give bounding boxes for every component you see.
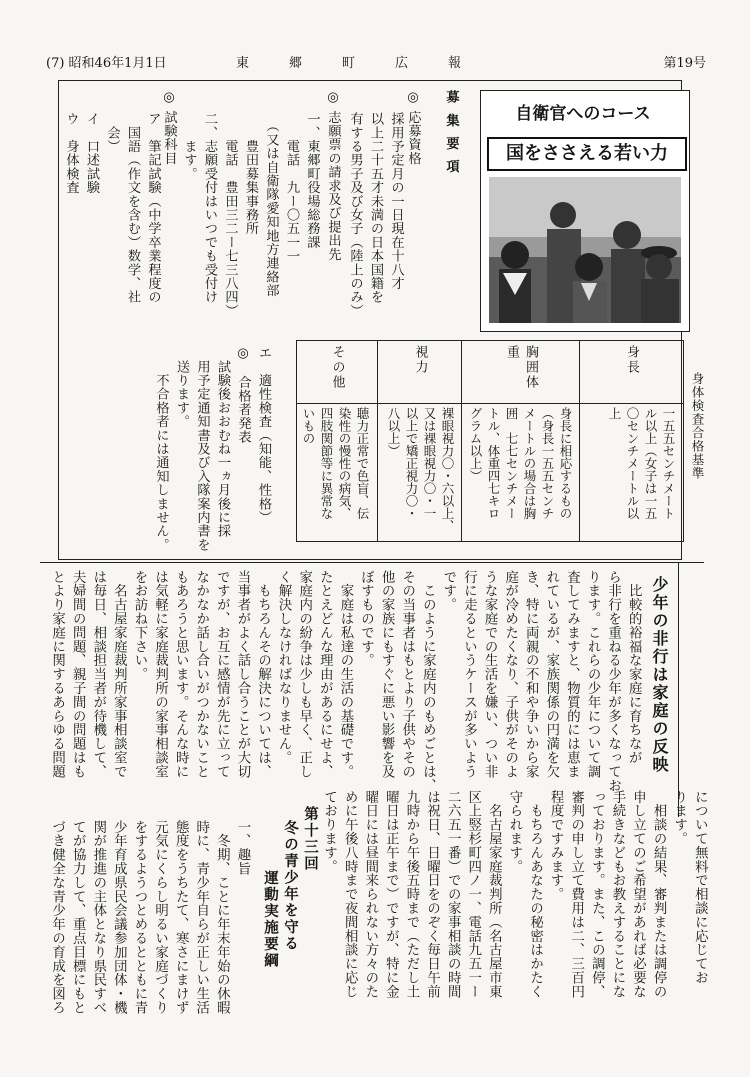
photo-caption-slogan: 国をささえる若い力 [487, 137, 687, 171]
consultation-body: について無料で相談に応じてお ります。 相談の結果、審判または調停の 申し立てのご希望があれば必要な 手続きなどもお教えすることにな っております。また、この調停、 審判の申し立て費用は二、三百円 程度ですみます。 もちろんあなたの秘密はかたく 守られます。 名古屋家庭裁判所（名古屋市東 区上竪杉町四ノ一、電話九五一ー 二六五一番）での家事相談の時間 は祝日、日曜日をのぞく毎日午前 九時から午後五時まで（ただし土 曜日は正午まで）ですが、特に金 曜日には昼間来られない方々のた めに午後八時まで夜間相談に応じ ております。 [321, 790, 708, 999]
row-head: 胸囲体重 [504, 345, 538, 390]
section-divider [40, 562, 704, 563]
exam-subjects-body: ア 筆記試験（中学卒業程度の 国語（作文を含む）数学、社 会） イ 口述試験 ウ 身体検査 [63, 112, 161, 304]
row-head: その他 [329, 345, 345, 390]
juvenile-article-body: 比較的裕福な家庭に育ちなが ら非行を重ねる少年が多くなってお ります。これらの少年について調 査してみますと、物質的には恵ま れているが、家族関係の円満を欠 き、特に両親の不和や争いから家 庭が冷めたくなり、子供がそのよ うな家庭での生活を嫌い、つい非 行に走るというケースが多いよう です。 このように家庭内のもめごとは、 その当事者はもとより子供やその 他の家族にもすぐに悪い影響を及 ぼすものです。 家庭は私達の生活の基礎です。 たとえどんな理由があるにせよ、 家庭内の紛争は少しも早く、正し く解決しなければなりません。 もちろんその解決については、 当事者がよく話し合うことが大切 ですが、お互に感情が先に立って なかなか話し合いがつかないこと もあろうと思います。そんな時に は気軽に家庭裁判所の家事相談室 をお訪ね下さい。 名古屋家庭裁判所家事相談室で は毎日、相談担当者が待機して、 夫婦間の問題、親子間の問題はも とより家庭に関するあらゆる問題 [49, 570, 642, 793]
issue-number: 第19号 [663, 56, 706, 71]
row-head: 身長 [624, 345, 639, 375]
application-title: ◎ 志願票の請求及び提出先 [325, 90, 341, 261]
standards-label: 身体検査合格基準 [690, 372, 705, 480]
column-divider [678, 562, 679, 817]
youth-campaign-body: 一、趣旨 冬期、ことに年末年始の休暇 時に、青少年自らが正しい生活 態度をうちたて、寒さにまけず 元気にくらし明るい家庭づくり をするようつとめるとともに青 少年育成県民会議参加団体・機 関が推進の主体となり県民すべ てが協力して、重点目標にもと づき健全な青少年の育成を図ろ [49, 820, 250, 1015]
photo-caption-course: 自衛官へのコース [515, 104, 651, 124]
aptitude-and-results: エ 適性検査（知能、性格） ◎ 合格者発表 試験後おおむね一ヵ月後に採 用予定通知書及び入隊案内書を 送ります。 不合格者には通知しません。 [153, 346, 271, 552]
recruit-heading: 募集要項 [443, 90, 459, 183]
youth-title-number: 第十三回 [302, 806, 318, 872]
qualification-title: ◎ 応募資格 [405, 90, 421, 165]
table-row [461, 341, 580, 541]
row-body: 聴力正常で色盲、伝 染性の慢性の病気、 四肢関節等に異常な いもの [301, 407, 370, 520]
table-row [377, 341, 462, 541]
youth-title-sub: 運動実施要綱 [262, 870, 278, 969]
qualification-body: 採用予定月の一日現在十八才 以上二十五才未満の日本国籍を 有する男子及び女子（陸上のみ） [347, 112, 404, 318]
issue-date: (7) 昭和46年1月1日 [46, 56, 167, 71]
row-head: 視力 [412, 345, 428, 375]
recruits-photo [489, 177, 681, 323]
juvenile-article-title: 少年の非行は家庭の反映 [650, 576, 669, 774]
page-header [46, 52, 706, 72]
exam-subjects-title: ◎ 試験科目 [161, 90, 177, 165]
physical-standards-table [296, 340, 684, 542]
newsletter-title: 東郷町広報 [236, 56, 502, 71]
photo-panel [480, 90, 690, 332]
row-body: 裸眼視力〇・六以上、 又は裸眼視力〇・一 以上で矯正視力〇・ 八以上） [386, 407, 455, 532]
row-body: 身長に相応するもの （身長一五五センチ メートルの場合は胸 囲 七七センチメー トル、体重四七キロ グラム以上） [468, 407, 573, 520]
table-row [297, 341, 377, 541]
row-body: 一五五センチメート ル以上（女子は一五 〇センチメートル以 上 [607, 407, 676, 520]
youth-title-main: 冬の青少年を守る [282, 820, 298, 952]
application-body: 一、東郷町役場総務課 電話 九ー〇五一一 （又は自衛隊愛知地方連絡部 豊田募集事務所 電話 豊田三二ー七三八四） 二、志願受付はいつでも受付け ます。 [181, 112, 320, 318]
table-row [579, 341, 683, 541]
